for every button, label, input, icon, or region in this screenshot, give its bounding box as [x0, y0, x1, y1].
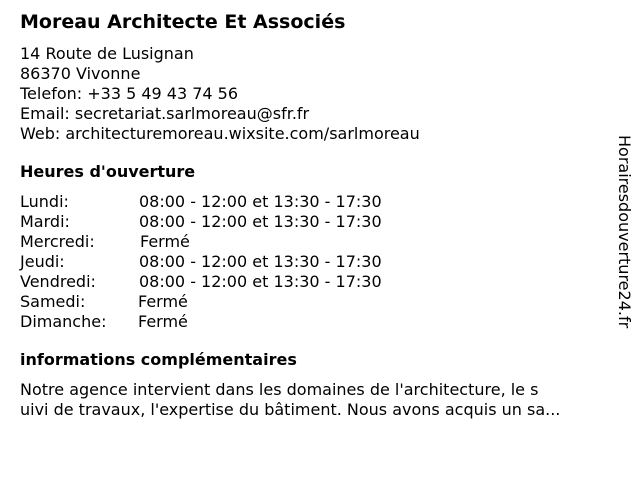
day-label: Jeudi:: [20, 252, 65, 271]
day-hours: Fermé: [138, 312, 188, 331]
day-hours: 08:00 - 12:00 et 13:30 - 17:30: [139, 192, 382, 211]
info-text-line: Notre agence intervient dans les domaines de l'architecture, le s: [20, 380, 539, 399]
day-label: Lundi:: [20, 192, 69, 211]
day-label: Mardi:: [20, 212, 70, 231]
day-hours: 08:00 - 12:00 et 13:30 - 17:30: [139, 252, 382, 271]
opening-hours-list: [20, 192, 610, 332]
hours-row-saturday: [20, 292, 610, 312]
info-text-line: uivi de travaux, l'expertise du bâtiment. Nous avons acquis un sa...: [20, 400, 561, 419]
hours-row-wednesday: [20, 232, 610, 252]
day-hours: 08:00 - 12:00 et 13:30 - 17:30: [139, 212, 382, 231]
day-label: Mercredi:: [20, 232, 95, 251]
day-hours: Fermé: [140, 232, 190, 251]
address-block: [20, 44, 610, 144]
business-card: [20, 10, 610, 420]
day-hours: Fermé: [138, 292, 188, 311]
address-city: 86370 Vivonne: [20, 64, 141, 83]
address-street: 14 Route de Lusignan: [20, 44, 194, 63]
hours-row-tuesday: [20, 212, 610, 232]
day-label: Samedi:: [20, 292, 86, 311]
additional-info-heading: informations complémentaires: [20, 350, 297, 369]
day-label: Dimanche:: [20, 312, 107, 331]
email-line: Email: secretariat.sarlmoreau@sfr.fr: [20, 104, 310, 123]
phone-line: Telefon: +33 5 49 43 74 56: [20, 84, 239, 103]
hours-row-thursday: [20, 252, 610, 272]
hours-row-sunday: [20, 312, 610, 332]
hours-row-friday: [20, 272, 610, 292]
business-name: Moreau Architecte Et Associés: [20, 11, 346, 33]
web-line: Web: architecturemoreau.wixsite.com/sarlmoreau: [20, 124, 420, 143]
hours-row-monday: [20, 192, 610, 212]
additional-info-text: [20, 380, 610, 420]
opening-hours-heading: Heures d'ouverture: [20, 162, 196, 181]
day-label: Vendredi:: [20, 272, 96, 291]
site-watermark: Horairesdouverture24.fr: [615, 135, 634, 329]
day-hours: 08:00 - 12:00 et 13:30 - 17:30: [139, 272, 382, 291]
